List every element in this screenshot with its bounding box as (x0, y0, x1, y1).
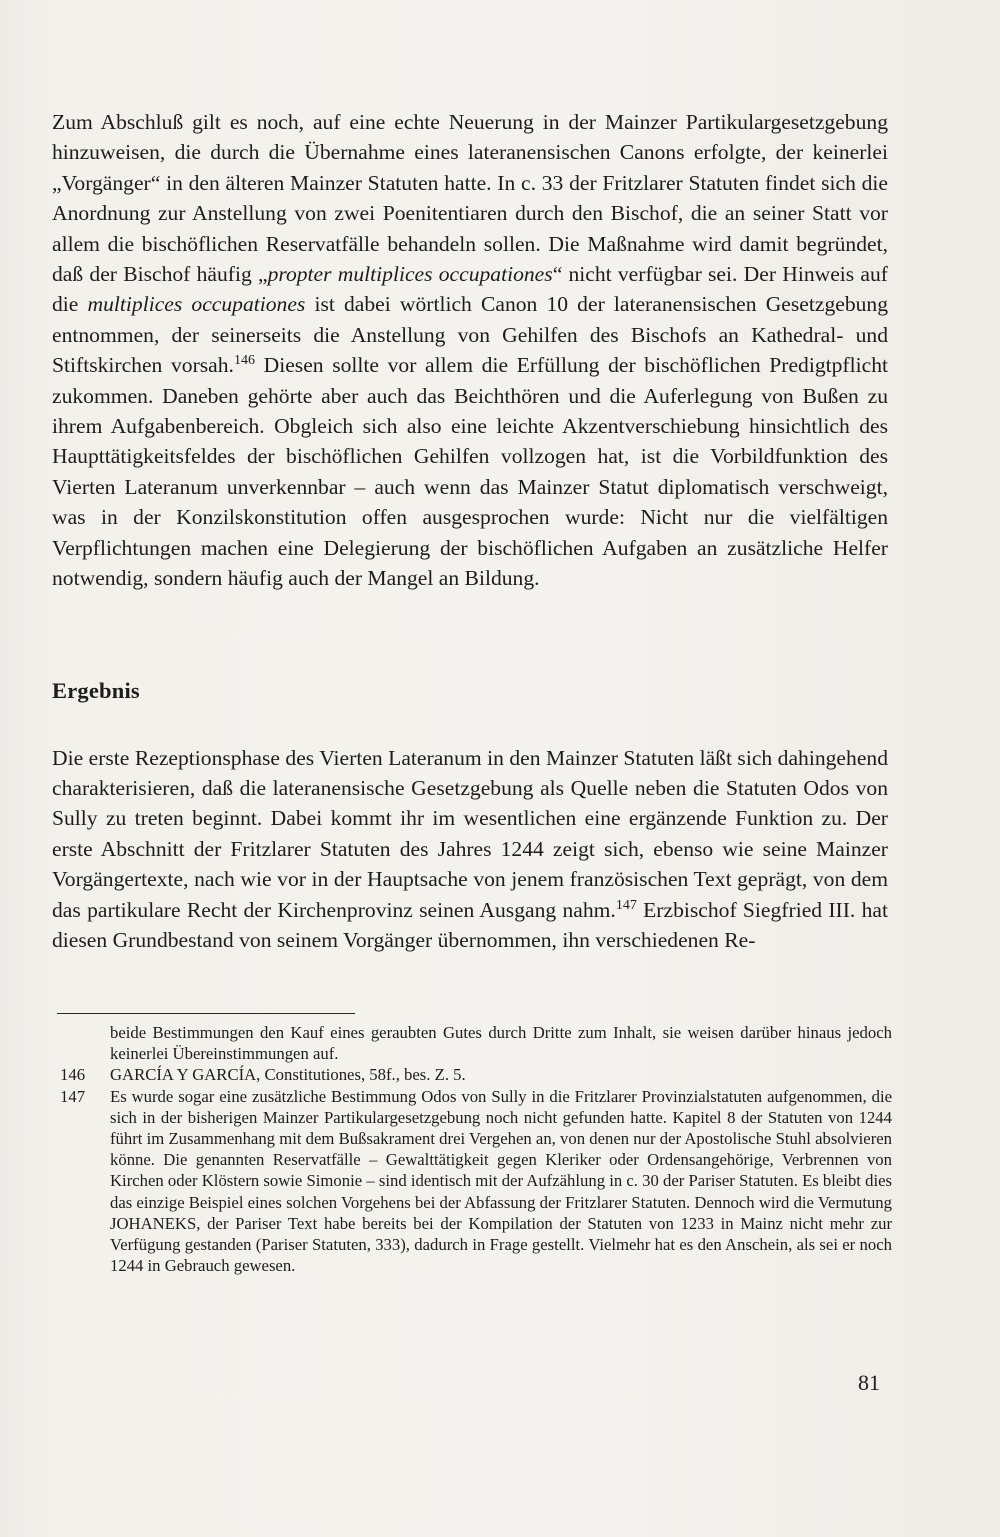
footnote-147 (60, 1086, 892, 1277)
paragraph: Die erste Rezeptionsphase des Vierten Lateranum in den Mainzer Statuten läßt sich dahingehend charakterisieren, daß die lateranensische Gesetzgebung als Quelle neben die Statuten Odos von Sully zu treten beginnt. Dabei kommt ihr im wesentlichen eine ergänzende Funktion zu. Der erste Abschnitt der Fritzlarer Statuten des Jahres 1244 zeigt sich, ebenso wie seine Mainzer Vorgängertexte, nach wie vor in der Hauptsache von jenem französischen Text geprägt, von dem das partikulare Recht der Kirchenprovinz seinen Ausgang nahm.$^{147}$ Erzbischof Siegfried III. hat diesen Grundbestand von seinem Vorgänger übernommen, ihn verschiedenen Re- (52, 745, 888, 953)
footnote-text: GARCÍA Y GARCÍA, Constitutiones, 58f., bes. Z. 5. (110, 1065, 466, 1085)
paragraph: Zum Abschluß gilt es noch, auf eine echte Neuerung in der Mainzer Partikulargesetzgebung hinzuweisen, die durch die Übernahme eines lateranensischen Canons erfolgte, der keinerlei „Vorgänger“ in den älteren Mainzer Statuten hatte. In c. 33 der Fritzlarer Statuten findet sich die Anordnung zur Anstellung von zwei Poenitentiaren durch den Bischof, die an seiner Statt vor allem die bischöflichen Reservatfälle behandeln sollen. Die Maßnahme wird damit begründet, daß der Bischof häufig „propter multiplices occupationes“ nicht verfügbar sei. Der Hinweis auf die multiplices occupationes ist dabei wörtlich Canon 10 der lateranensischen Gesetzgebung entnommen, der seinerseits die Anstellung von Gehilfen des Bischofs an Kathedral- und Stiftskirchen vorsah.$^{146}$ Diesen sollte vor allem die Erfüllung der bischöflichen Predigtpflicht zukommen. Daneben gehörte aber auch das Beichthören und die Auferlegung von Bußen zu ihrem Aufgabenbereich. Obgleich sich also eine leichte Akzentverschiebung hinsichtlich des Haupttätigkeitsfeldes der bischöflichen Gehilfen vollzogen hat, ist die Vorbildfunktion des Vierten Lateranum unverkennbar – auch wenn das Mainzer Statut diplomatisch verschweigt, was in der Konzilskonstitution offen ausgesprochen wurde: Nicht nur die vielfältigen Verpflichtungen machen eine Delegierung der bischöflichen Aufgaben an zusätzliche Helfer notwendig, sondern häufig auch der Mangel an Bildung. (52, 110, 889, 591)
footnote-text: Es wurde sogar eine zusätzliche Bestimmung Odos von Sully in die Fritzlarer Provinzialstatuten aufgenommen, die sich in der bisherigen Mainzer Partikulargesetzgebung noch nicht gefunden hatte. Kapitel 8 der Statuten von 1244 führt im Zusammenhang mit dem Bußsakrament drei Vergehen an, von denen nur der Apostolische Stuhl absolvieren könne. Die genannten Reservatfälle – Gewalttätigkeit gegen Kleriker oder Ordensangehörige, Verbrennen von Kirchen oder Klöstern sowie Simonie – sind identisch mit der Aufzählung in c. 30 der Pariser Statuten. Es bleibt dies das einzige Beispiel eines solchen Vorgehens bei der Abfassung der Fritzlarer Statuten. Dennoch wird die Vermutung JOHANEKS, der Pariser Text habe bereits bei der Kompilation der Statuten von 1233 in Mainz nicht mehr zur Verfügung gestanden (Pariser Statuten, 333), dadurch in Frage gestellt. Vielmehr hat es den Anschein, als sei er noch 1244 in Gebrauch gewesen. (110, 1086, 892, 1276)
footnote-reference: 146 (233, 353, 255, 369)
latin-quote: multiplices occupationes (87, 292, 306, 317)
page-number: 81 (858, 1370, 880, 1395)
footnote-number: 147 (60, 1086, 86, 1106)
footnote-reference: 147 (615, 897, 637, 913)
section-heading: Ergebnis (52, 678, 140, 703)
body-paragraph-penitentiaries (52, 107, 888, 594)
footnote-146 (60, 1064, 892, 1085)
body-paragraph-result (52, 721, 888, 977)
footnote-number: 146 (60, 1065, 86, 1085)
footnote-continuation: beide Bestimmungen den Kauf eines geraubten Gutes durch Dritte zum Inhalt, sie weisen darüber hinaus jedoch keinerlei Übereinstimmungen auf. (110, 1023, 892, 1064)
footnotes (60, 1022, 892, 1276)
latin-quote: propter multiplices occupationes (267, 262, 553, 287)
footnote-separator (57, 1013, 355, 1014)
